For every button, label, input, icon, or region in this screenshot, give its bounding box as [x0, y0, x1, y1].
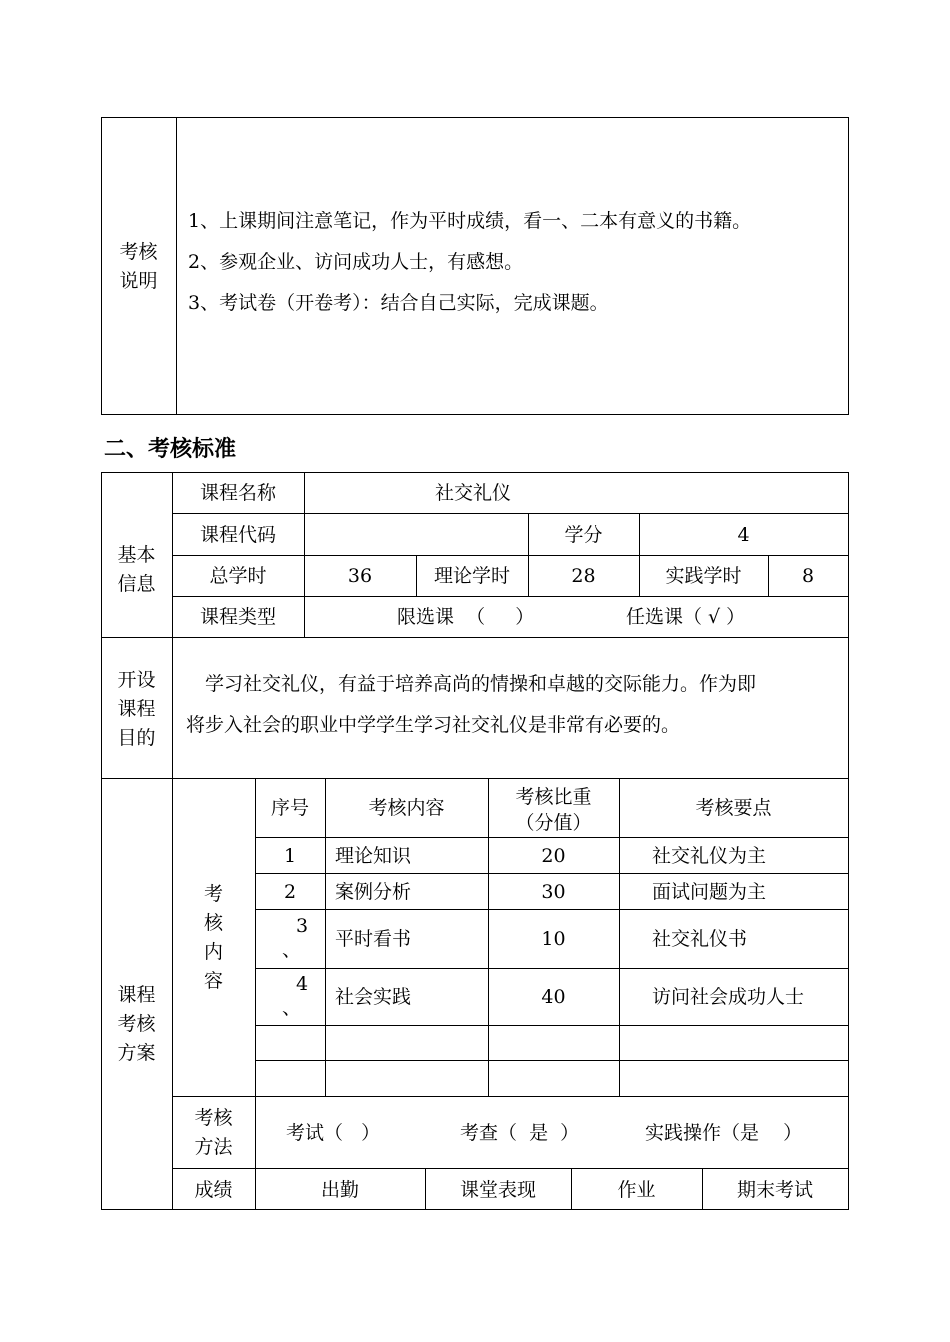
course-code-label: 课程代码 — [199, 524, 276, 546]
row-1-weight: 20 — [541, 845, 566, 867]
plan-label-l2: 考核 — [117, 1013, 156, 1035]
note-line-3: 3、考试卷（开卷考）：结合自己实际，完成课题。 — [188, 292, 609, 314]
note-line-2: 2、参观企业、访问成功人士，有感想。 — [188, 251, 524, 273]
basic-info-label-l2: 信息 — [117, 573, 156, 595]
header-weight — [488, 784, 619, 836]
practice-hours-value: 8 — [801, 565, 815, 587]
row-1-point: 社交礼仪为主 — [652, 845, 767, 867]
row-3-no-l2: 、 — [282, 939, 302, 961]
purpose-label — [101, 666, 172, 753]
header-content: 考核内容 — [368, 797, 445, 819]
content-label-l4: 容 — [203, 970, 223, 992]
row-2-weight: 30 — [541, 881, 566, 903]
plan-label-l3: 方案 — [117, 1042, 156, 1064]
purpose-label-l1: 开设 — [117, 669, 156, 691]
grade-final-exam: 期末考试 — [736, 1179, 813, 1201]
row-2-content: 案例分析 — [335, 881, 412, 903]
content-label-l3: 内 — [203, 941, 223, 963]
course-name-value: 社交礼仪 — [435, 482, 512, 504]
grade-class-performance: 课堂表现 — [459, 1179, 536, 1201]
row-3-point: 社交礼仪书 — [652, 928, 748, 950]
grade-label: 成绩 — [194, 1179, 233, 1201]
method-exam: 考试（ ） — [286, 1122, 381, 1144]
purpose-label-l2: 课程 — [117, 698, 156, 720]
total-hours-value: 36 — [347, 565, 373, 587]
section-heading: 二、考核标准 — [104, 437, 237, 462]
plan-label — [101, 981, 172, 1068]
assessment-notes-label-l1: 考核 — [119, 241, 158, 263]
row-3-no — [282, 914, 308, 962]
practice-hours-label: 实践学时 — [665, 565, 742, 587]
row-3-weight: 10 — [541, 928, 566, 950]
course-type-elective: 任选课（ √ ） — [626, 606, 746, 628]
purpose-label-l3: 目的 — [117, 727, 156, 749]
theory-hours-label: 理论学时 — [433, 565, 510, 587]
method-label — [172, 1104, 255, 1162]
method-label-l1: 考核 — [194, 1107, 233, 1129]
content-label — [172, 880, 255, 996]
note-line-1: 1、上课期间注意笔记，作为平时成绩，看一、二本有意义的书籍。 — [188, 210, 752, 232]
row-1-no: 1 — [283, 845, 297, 867]
header-no: 序号 — [270, 797, 309, 819]
row-1-content: 理论知识 — [335, 845, 412, 867]
content-label-l2: 核 — [203, 912, 223, 934]
basic-info-label — [101, 541, 172, 599]
row-3-content: 平时看书 — [335, 928, 412, 950]
method-label-l2: 方法 — [194, 1136, 233, 1158]
header-point: 考核要点 — [695, 797, 772, 819]
plan-label-l1: 课程 — [117, 984, 156, 1006]
header-weight-l1: 考核比重 — [515, 786, 592, 808]
assessment-notes-label — [101, 238, 176, 296]
row-2-point: 面试问题为主 — [652, 881, 767, 903]
purpose-line-1: 学习社交礼仪，有益于培养高尚的情操和卓越的交际能力。作为即 — [205, 673, 757, 695]
header-weight-l2: （分值） — [515, 812, 592, 834]
purpose-line-2: 将步入社会的职业中学学生学习社交礼仪是非常有必要的。 — [186, 714, 681, 736]
assessment-notes-label-l2: 说明 — [119, 270, 158, 292]
content-label-l1: 考 — [203, 883, 223, 905]
row-4-weight: 40 — [541, 986, 566, 1008]
row-4-no-l1: 4 — [296, 973, 309, 995]
row-4-content: 社会实践 — [335, 986, 412, 1008]
method-practice: 实践操作（是 ） — [645, 1122, 803, 1144]
total-hours-label: 总学时 — [209, 565, 267, 587]
grade-homework: 作业 — [617, 1179, 656, 1201]
grade-attendance: 出勤 — [320, 1179, 359, 1201]
method-check: 考查（ 是 ） — [460, 1122, 580, 1144]
row-4-no-l2: 、 — [282, 997, 302, 1019]
row-4-point: 访问社会成功人士 — [652, 986, 805, 1008]
course-type-label: 课程类型 — [199, 606, 276, 628]
course-name-label: 课程名称 — [199, 482, 276, 504]
row-2-no: 2 — [283, 881, 297, 903]
credit-label: 学分 — [564, 524, 603, 546]
row-4-no — [282, 972, 308, 1020]
credit-value: 4 — [737, 524, 750, 546]
theory-hours-value: 28 — [571, 565, 596, 587]
row-3-no-l1: 3 — [296, 915, 309, 937]
basic-info-label-l1: 基本 — [117, 544, 156, 566]
course-type-restricted: 限选课 （ ） — [397, 606, 535, 628]
